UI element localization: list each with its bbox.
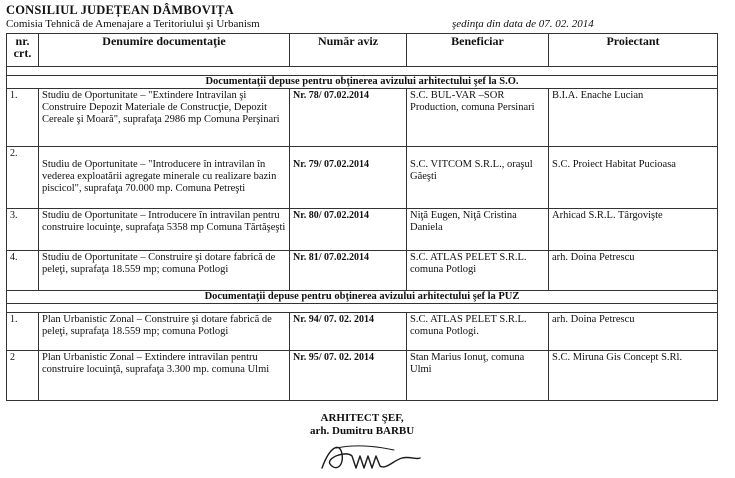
table-row [7, 89, 718, 147]
table-row [7, 251, 718, 291]
col-header-aviz: Număr aviz [290, 34, 407, 67]
signature-name: arh. Dumitru BARBU [310, 425, 415, 437]
row-documentatie-text: Studiu de Oportunitate – "Introducere în intravilan în vederea exploatării agregate minerale cu realizare bazin piscicol", suprafaţa 70.000 mp. Comuna Petreşti [42, 159, 277, 194]
row-nr: 4. [7, 251, 39, 291]
row-proiectant: Arhicad S.R.L. Târgovişte [549, 209, 718, 251]
row-documentatie: Studiu de Oportunitate – "Extindere Intravilan şi Construire Depozit Materiale de Construcţie, Depozit Cereale şi Moară", suprafaţa 2986 mp Comuna Perşinari [39, 89, 290, 147]
row-proiectant [549, 147, 718, 209]
section-heading-puz [7, 291, 718, 304]
row-beneficiar-text: S.C. VITCOM S.R.L., oraşul Găeşti [410, 159, 533, 182]
section-title: Documentaţii depuse pentru obţinerea avizului arhitectului şef la PUZ [7, 291, 718, 304]
row-documentatie: Studiu de Oportunitate – Construire şi dotare fabrică de peleţi, suprafaţa 18.559 mp; comuna Potlogi [39, 251, 290, 291]
row-proiectant: arh. Doina Petrescu [549, 251, 718, 291]
row-proiectant: B.I.A. Enache Lucian [549, 89, 718, 147]
row-documentatie: Plan Urbanistic Zonal – Construire şi dotare fabrică de peleţi, suprafaţa 18.559 mp; comuna Potlogi [39, 313, 290, 351]
col-header-proiectant: Proiectant [549, 34, 718, 67]
row-proiectant: arh. Doina Petrescu [549, 313, 718, 351]
row-proiectant-text: S.C. Proiect Habitat Pucioasa [552, 159, 676, 170]
row-beneficiar: Stan Marius Ionuţ, comuna Ulmi [407, 351, 549, 401]
documentation-table [6, 33, 718, 401]
row-aviz: Nr. 94/ 07. 02. 2014 [290, 313, 407, 351]
signature-title: ARHITECT ŞEF, [320, 412, 404, 424]
handwritten-signature [316, 438, 426, 476]
row-nr: 3. [7, 209, 39, 251]
row-aviz: Nr. 80/ 07.02.2014 [290, 209, 407, 251]
table-header-row [7, 34, 718, 67]
row-aviz: Nr. 81/ 07.02.2014 [290, 251, 407, 291]
spacer-row [7, 67, 718, 76]
col-header-nr: nr. crt. [7, 34, 39, 67]
row-aviz: Nr. 95/ 07. 02. 2014 [290, 351, 407, 401]
section-heading-so [7, 76, 718, 89]
council-name: CONSILIUL JUDEȚEAN DÂMBOVIȚA [6, 3, 234, 17]
row-beneficiar: S.C. BUL-VAR –SOR Production, comuna Persinari [407, 89, 549, 147]
section-title: Documentaţii depuse pentru obţinerea avizului arhitectului şef la S.O. [7, 76, 718, 89]
row-nr: 1. [7, 89, 39, 147]
row-beneficiar [407, 147, 549, 209]
session-date: şedinţa din data de 07. 02. 2014 [452, 18, 594, 30]
row-nr: 2. [7, 147, 39, 209]
table-row [7, 147, 718, 209]
row-proiectant: S.C. Miruna Gis Concept S.Rl. [549, 351, 718, 401]
row-beneficiar: Niţă Eugen, Niţă Cristina Daniela [407, 209, 549, 251]
spacer-row [7, 304, 718, 313]
table-row [7, 351, 718, 401]
col-header-beneficiar: Beneficiar [407, 34, 549, 67]
signature-block [310, 412, 414, 438]
row-documentatie: Studiu de Oportunitate – Introducere în intravilan pentru construire locuinţe, suprafaţa 5358 mp Comuna Tărtăşeşti [39, 209, 290, 251]
commission-name: Comisia Tehnică de Amenajare a Teritoriului şi Urbanism [6, 18, 260, 30]
table-row [7, 209, 718, 251]
row-nr: 2 [7, 351, 39, 401]
row-aviz [290, 147, 407, 209]
col-header-denumire: Denumire documentaţie [39, 34, 290, 67]
row-documentatie: Plan Urbanistic Zonal – Extindere intravilan pentru construire locuinţă, suprafaţa 3.300 mp. comuna Ulmi [39, 351, 290, 401]
row-nr: 1. [7, 313, 39, 351]
table-row [7, 313, 718, 351]
row-aviz: Nr. 78/ 07.02.2014 [290, 89, 407, 147]
row-aviz-text: Nr. 79/ 07.02.2014 [293, 159, 370, 170]
row-beneficiar: S.C. ATLAS PELET S.R.L. comuna Potlogi [407, 251, 549, 291]
row-documentatie [39, 147, 290, 209]
row-beneficiar: S.C. ATLAS PELET S.R.L. comuna Potlogi. [407, 313, 549, 351]
